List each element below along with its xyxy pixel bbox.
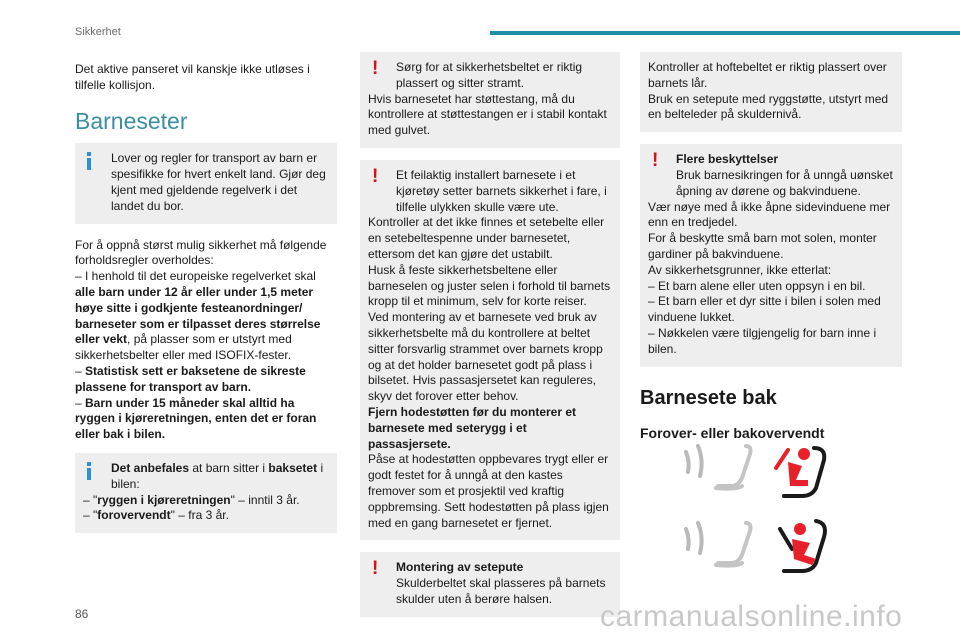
info-icon <box>87 462 91 480</box>
note-text: Ved montering av et barnesete ved bruk av sikkerhetsbelte må du kontrollere at beltet sitter forsvarlig strammet over barnets kropp og at det holder barnesetet godt på plass i bilsetet. Hvis passasjersetet kan reguleres, skyv det forover etter behov. <box>368 310 603 404</box>
note-text: Vær nøye med å ikke åpne sidevinduene mer enn en tredjedel. <box>648 199 891 230</box>
warning-note-booster <box>360 552 620 616</box>
note-text: Lover og regler for transport av barn er spesifikke for hvert enkelt land. Gjør deg kjent med gjeldende regelverk i det landet du bor. <box>111 151 326 213</box>
note-text: Bruk barnesikringen for å unngå uønsket åpning av dørene og bakvinduene. <box>676 167 893 198</box>
warning-icon: ! <box>372 558 379 580</box>
info-note-regulations <box>75 143 337 223</box>
note-text: For å beskytte små barn mot solen, monter gardiner på bakvinduene. <box>648 231 877 261</box>
note-text: Sørg for at sikkerhetsbeltet er riktig plassert og sitter stramt. <box>396 60 583 90</box>
paragraph: For å oppnå størst mulig sikkerhet må følgende forholdsregler overholdes: <box>75 237 327 268</box>
rear-facing-seat-illustration <box>676 515 836 577</box>
column-2 <box>360 52 620 627</box>
section-heading-barnesete-bak: Barnesete bak <box>640 386 777 409</box>
note-text: Kontroller at hoftebeltet er riktig plassert over barnets lår. <box>648 60 887 90</box>
paragraph-15-months: – Barn under 15 måneder skal alltid ha ryggen i kjøreretningen, enten det er foran eller bak i bilen. <box>75 395 317 442</box>
paragraph-back-seats: – Statistisk sett er baksetene de sikreste plassene for transport av barn. <box>75 363 306 394</box>
front-seat-icon <box>716 523 751 566</box>
note-text-bold: Fjern hodestøtten før du monterer et barnesete med seterygg i et passasjersete. <box>368 404 577 451</box>
info-icon <box>87 152 91 170</box>
note-text: Hvis barnesetet har støttestang, må du kontrollere at støttestangen er i stabil kontakt med gulvet. <box>368 91 607 138</box>
note-lap-belt <box>640 52 902 132</box>
subheading-orientation: Forover- eller bakovervendt <box>640 425 825 442</box>
note-text: Påse at hodestøtten oppbevares trygt eller er godt festet for å unngå at den kastes fremover som et prosjektil ved kraftig oppbremsing. Sett hodestøtten på plass igjen med en gang barnesetet er fjernet. <box>368 452 609 530</box>
warning-note-installation <box>360 160 620 540</box>
warning-icon: ! <box>372 165 379 187</box>
intro-text: Det aktive panseret vil kanskje ikke utløses i tilfelle kollisjon. <box>75 62 310 92</box>
note-title: Montering av setepute <box>396 560 524 575</box>
section-header: Sikkerhet <box>75 26 121 38</box>
note-list-item: – Nøkkelen være tilgjengelig for barn inne i bilen. <box>648 325 877 356</box>
note-text: Kontroller at det ikke finnes et setebelte eller en setebeltespenne under barnesetet, ettersom det kan gjøre det ustabilt. <box>368 215 605 261</box>
section-heading-barneseter: Barneseter <box>75 107 188 134</box>
note-text: Husk å feste sikkerhetsbeltene eller barneselen og juster selen i forhold til barnets kropp til et minimum, selv for korte reiser. <box>368 262 611 309</box>
airbag-lines-icon <box>686 446 702 476</box>
airbag-lines-icon <box>686 523 702 553</box>
page-number: 86 <box>75 607 89 621</box>
note-text: Et feilaktig installert barnesete i et kjøretøy setter barnets sikkerhet i fare, i tilfelle ulykken skulle være ute. <box>396 167 607 214</box>
child-figure-icon <box>792 523 816 565</box>
front-seat-icon <box>716 446 751 489</box>
note-title: Flere beskyttelser <box>676 152 779 167</box>
note-text: Av sikkerhetsgrunner, ikke etterlat: <box>648 262 832 277</box>
warning-note-extra-protection <box>640 144 902 366</box>
warning-icon: ! <box>372 58 379 79</box>
column-3 <box>640 52 902 452</box>
child-figure-icon <box>788 448 810 486</box>
warning-note-belt <box>360 52 620 148</box>
note-text: Det anbefales at barn sitter i baksetet i bilen: <box>111 460 324 491</box>
warning-icon: ! <box>652 150 659 172</box>
info-note-recommendation <box>75 453 337 533</box>
note-text: Skulderbeltet skal plasseres på barnets skulder uten å berøre halsen. <box>396 576 606 606</box>
watermark: carmanualsonline.info <box>600 600 903 633</box>
header-accent-bar <box>490 31 960 35</box>
note-list-item: – "ryggen i kjøreretningen" – inntil 3 år. <box>83 492 300 507</box>
note-list-item: – "forovervendt" – fra 3 år. <box>83 508 229 523</box>
note-list-item: – Et barn eller et dyr sitte i bilen i solen med vinduene lukket. <box>648 294 881 325</box>
paragraph-eu-rule: – I henhold til det europeiske regelverket skal alle barn under 12 år eller under 1,5 meter høye sitte i godkjente festeanordninger/ barneseter som er tilpasset deres størrelse eller vekt, på plasser som er utstyrt med sikkerhetsbelter eller med ISOFIX-fester. <box>75 269 321 363</box>
note-text: Bruk en setepute med ryggstøtte, utstyrt med en belteleder på skuldernivå. <box>648 91 889 122</box>
column-1 <box>75 62 337 543</box>
note-list-item: – Et barn alene eller uten oppsyn i en bil. <box>648 278 866 293</box>
forward-facing-seat-illustration <box>676 440 836 502</box>
prohibition-slash-icon <box>776 450 788 468</box>
